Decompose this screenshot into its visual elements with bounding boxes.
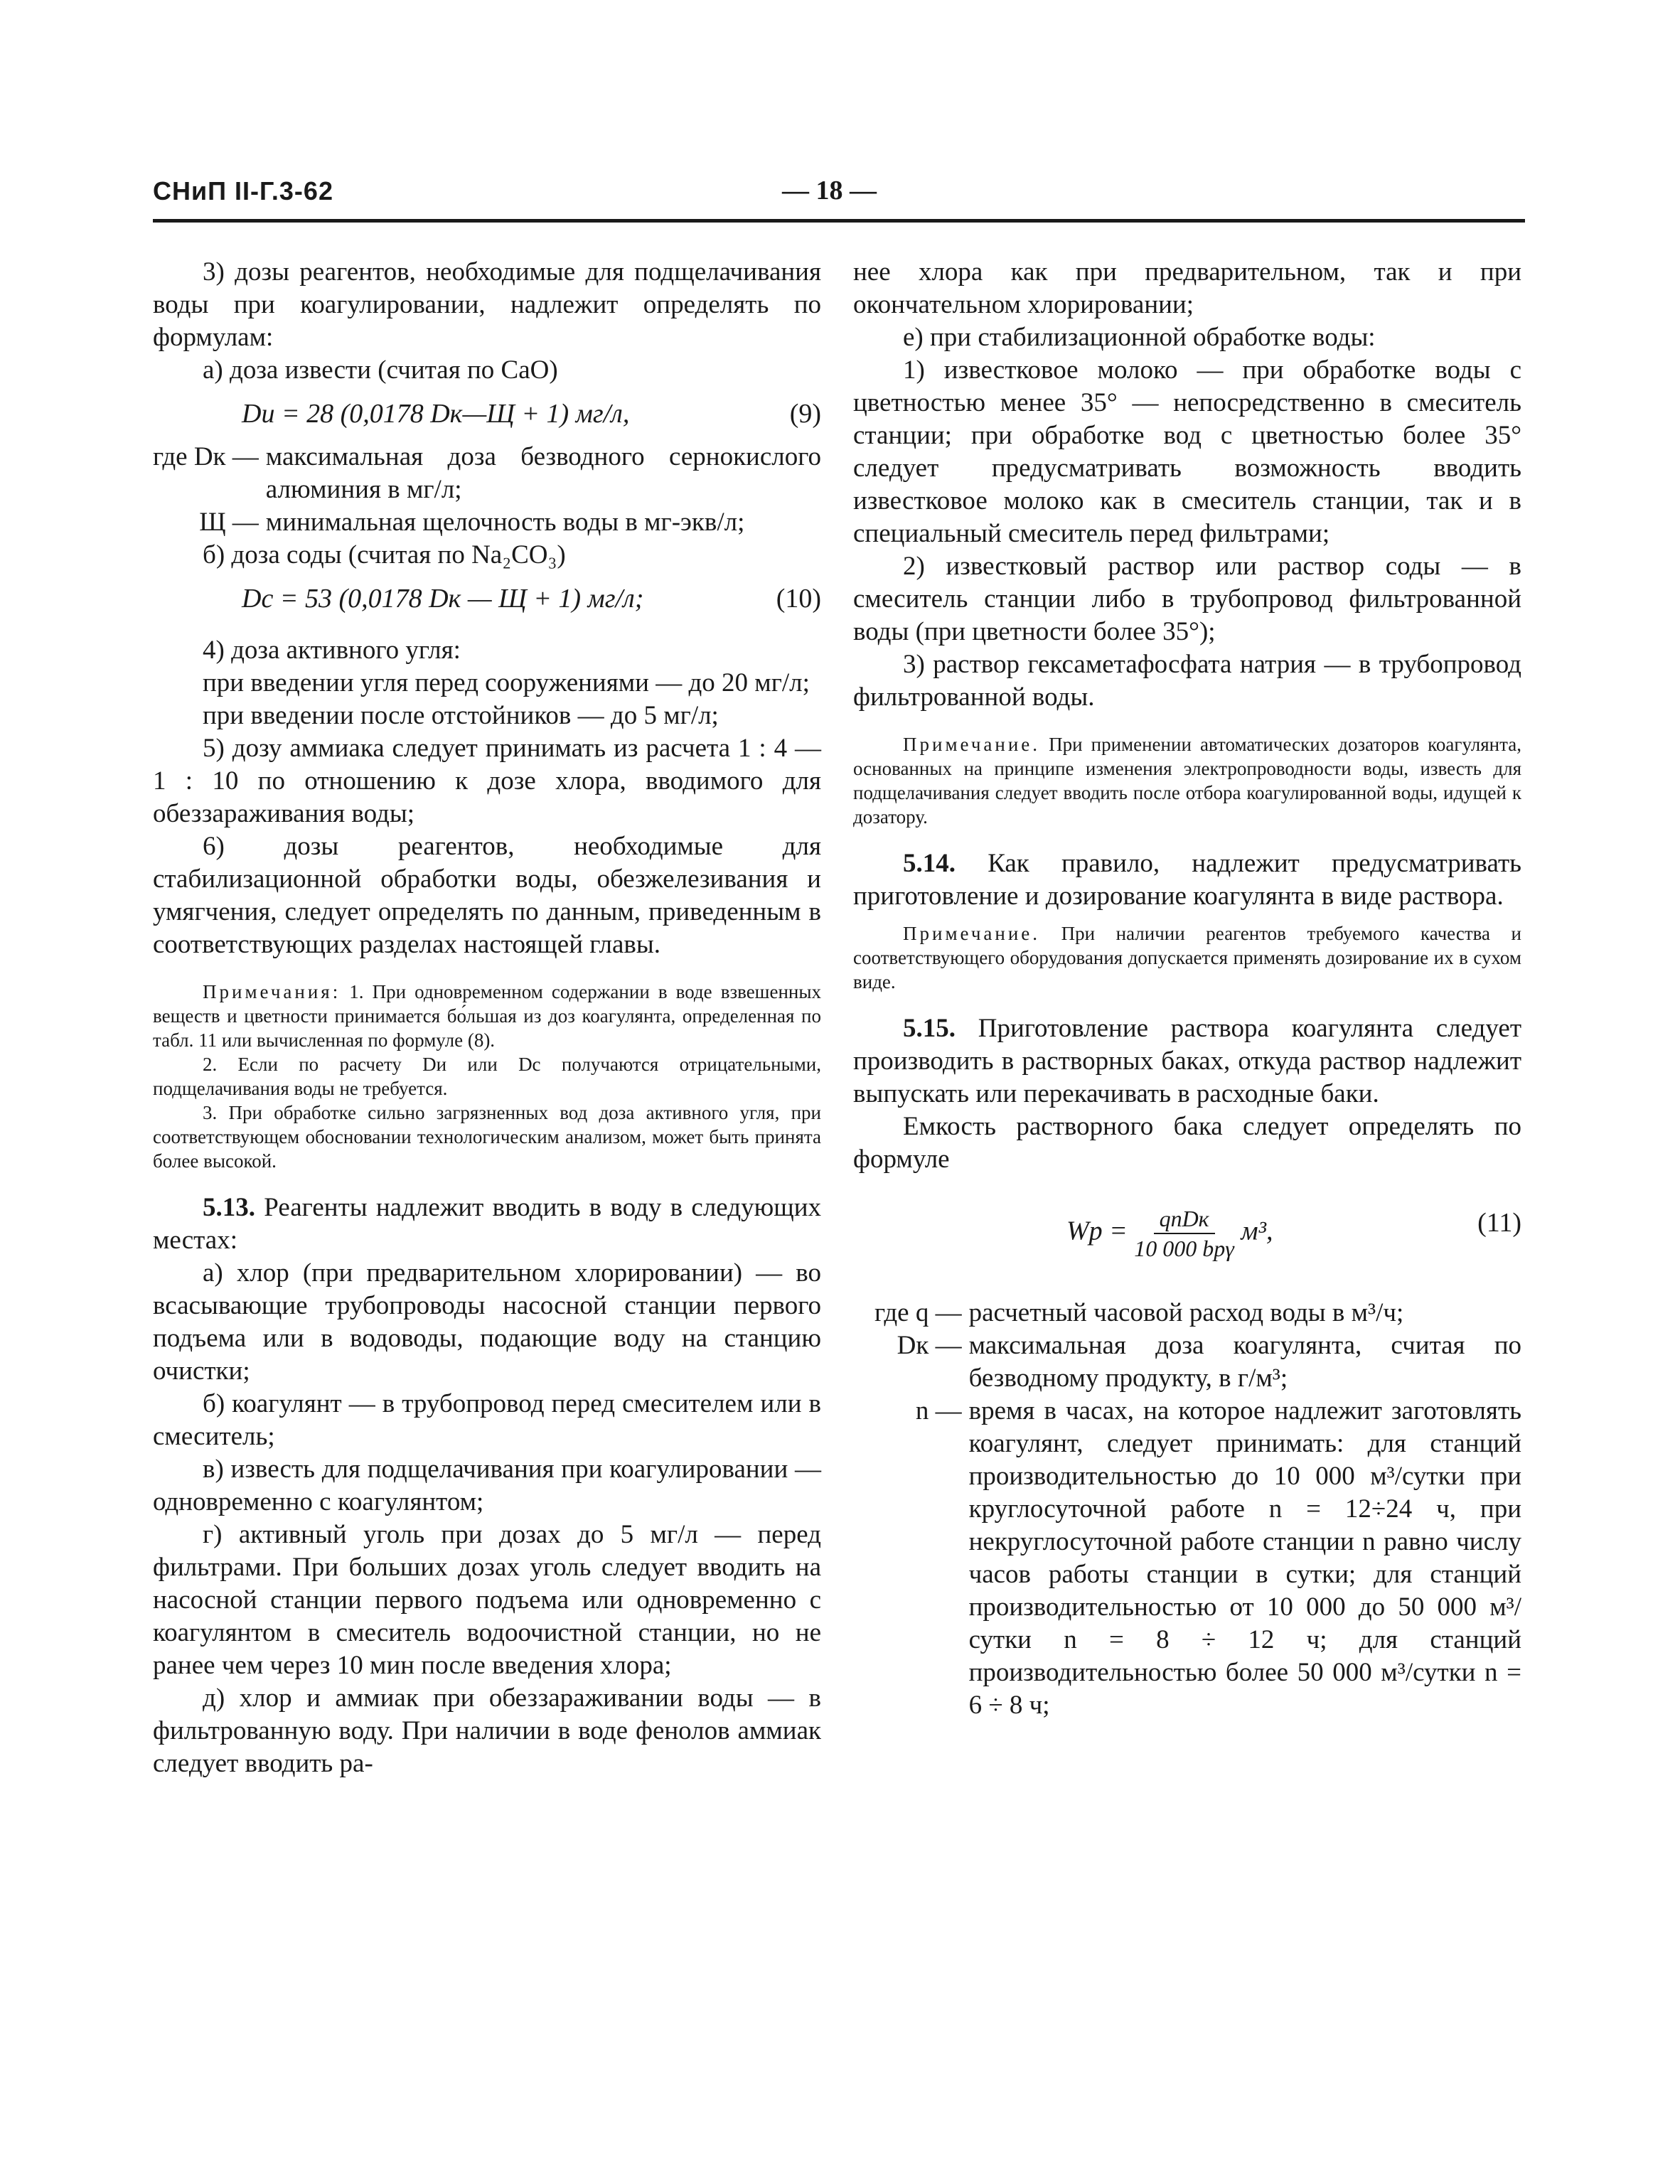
def-term: где q — [874,1298,962,1327]
formula-9 [153,395,821,432]
definitions [853,1297,1521,1722]
paragraph: а) хлор (при предварительном хлорировании) — во всасывающие трубопроводы насосной станции первого подъема или в водоводы, подающие воду на станцию очистки; [153,1258,821,1386]
section-text: Как правило, надлежит предусматривать приготовление и дозирование коагулянта в виде раствора. [853,849,1522,911]
paragraph: а) доза извести (считая по СаО) [203,355,558,385]
note-text: При применении автоматических дозаторов коагулянта, основанных на принципе изменения электропроводности воды, известь для подщелачивания следует вводить после отбора коагулированной воды, идущей к дозатору. [853,734,1521,828]
formula-11 [853,1204,1521,1268]
page-number: — 18 — [782,176,877,205]
formula-body: Dс = 53 (0,0178 Dк — Щ + 1) мг/л; [242,584,644,614]
section-text: Приготовление раствора коагулянта следует производить в растворных баках, откуда раствор надлежит выпускать или перекачивать в расходные баки. [853,1014,1522,1108]
def-term: Щ — [199,508,259,537]
formula-number: (11) [1477,1208,1521,1238]
section-5-14 [853,847,1521,913]
paragraph: е) при стабилизационной обработке воды: [903,323,1376,352]
paragraph: при введении после отстойников — до 5 мг/л; [203,701,719,730]
note [853,732,1521,829]
def-text: максимальная доза безводного сернокислого алюминия в мг/л; [265,442,821,504]
header-rule [153,219,1525,223]
def-text: минимальная щелочность воды в мг-экв/л; [265,508,745,537]
def-term: где Dк — [153,442,259,471]
paragraph: Емкость растворного бака следует определять по формуле [853,1112,1521,1174]
paragraph: 2) известковый раствор или раствор соды — в смеситель станции либо в трубопровод фильтрованной воды (при цветности более 35°); [853,552,1521,646]
section-5-13 [153,1192,821,1257]
formula-lhs: Wр = [1066,1216,1128,1246]
paragraph: б) доза соды (считая по Na₂CO₃) [203,540,566,569]
definitions [153,441,821,539]
section-number: 5.14. [903,849,956,878]
formula-body: Dи = 28 (0,0178 Dк—Щ + 1) мг/л, [242,399,630,429]
left-column [153,256,821,1780]
formula-number: (10) [776,584,821,614]
note [853,921,1521,994]
paragraph: в) известь для подщелачивания при коагулировании — одновременно с коагулянтом; [153,1455,821,1516]
def-text: расчетный часовой расход воды в м³/ч; [968,1298,1404,1327]
paragraph: нее хлора как при предварительном, так и при окончательном хлорировании; [853,257,1521,319]
formula-10 [153,580,821,617]
note [153,980,821,1052]
note-text: 1. При одновременном содержании в воде взвешенных веществ и цветности принимается бо́льшая из доз коагулянта, определенная по табл. 11 или вычисленная по формуле (8). [153,981,821,1051]
right-column [853,256,1521,1722]
section-5-15 [853,1012,1521,1110]
def-text: время в часах, на которое надлежит заготовлять коагулянт, следует принимать: для станций производительностью до 10 000 м³/сутки при круглосуточной работе n = 12÷24 ч, при некруглосуточной работе станции n равно числу часов работы станции в сутки; для станций производительностью от 10 000 до 50 000 м³/сутки n = 8 ÷ 12 ч; для станций производительностью более 50 000 м³/сутки n = 6 ÷ 8 ч; [968,1396,1521,1720]
paragraph: 6) дозы реагентов, необходимые для стабилизационной обработки воды, обезжелезивания и умягчения, следует определять по данным, приведенным в соответствующих разделах настоящей главы. [153,832,821,959]
fraction-numerator: qnDк [1154,1204,1215,1234]
paragraph: при введении угля перед сооружениями — до 20 мг/л; [203,668,810,697]
document-code: СНиП II-Г.3-62 [153,176,333,205]
section-number: 5.15. [903,1014,956,1043]
fraction-denominator: 10 000 bрγ [1134,1236,1234,1261]
note-label: Примечание. [903,734,1041,755]
paragraph: 3) дозы реагентов, необходимые для подщелачивания воды при коагулировании, надлежит определять по формулам: [153,257,821,352]
paragraph: б) коагулянт — в трубопровод перед смесителем или в смеситель; [153,1389,821,1451]
section-text: Реагенты надлежит вводить в воду в следующих местах: [153,1193,821,1255]
note: 2. Если по расчету Dи или Dс получаются отрицательными, подщелачивания воды не требуется. [153,1054,821,1099]
formula-number: (9) [789,399,821,429]
paragraph: 5) дозу аммиака следует принимать из расчета 1 : 4 — 1 : 10 по отношению к дозе хлора, вводимого для обеззараживания воды; [153,734,821,828]
def-term: Dк — [897,1331,962,1360]
def-term: n — [915,1396,962,1425]
paragraph: д) хлор и аммиак при обеззараживании воды — в фильтрованную воду. При наличии в воде фенолов аммиак следует вводить ра- [153,1684,821,1778]
paragraph: 1) известковое молоко — при обработке воды с цветностью менее 35° — непосредственно в смеситель станции; при обработке вод с цветностью более 35° следует предусматривать возможность вводить известковое молоко как в смеситель станции, так и в специальный смеситель перед фильтрами; [853,355,1521,548]
formula-fraction [1134,1204,1234,1263]
note: 3. При обработке сильно загрязненных вод доза активного угля, при соответствующем обосновании технологическим анализом, может быть принята более высокой. [153,1102,821,1172]
note-text: При наличии реагентов требуемого качества и соответствующего оборудования допускается применять дозирование их в сухом виде. [853,923,1522,992]
formula-unit: м³, [1241,1216,1273,1246]
paragraph: 3) раствор гексаметафосфата натрия — в трубопровод фильтрованной воды. [853,650,1521,712]
paragraph: г) активный уголь при дозах до 5 мг/л — перед фильтрами. При больших дозах уголь следует вводить на насосной станции первого подъема или одновременно с коагулянтом в смеситель водоочистной станции, но не ранее чем через 10 мин после введения хлора; [153,1520,821,1680]
note-label: Примечания: [203,981,341,1002]
paragraph: 4) доза активного угля: [203,636,461,665]
section-number: 5.13. [203,1193,255,1222]
note-label: Примечание. [903,923,1041,944]
def-text: максимальная доза коагулянта, считая по безводному продукту, в г/м³; [968,1331,1521,1393]
